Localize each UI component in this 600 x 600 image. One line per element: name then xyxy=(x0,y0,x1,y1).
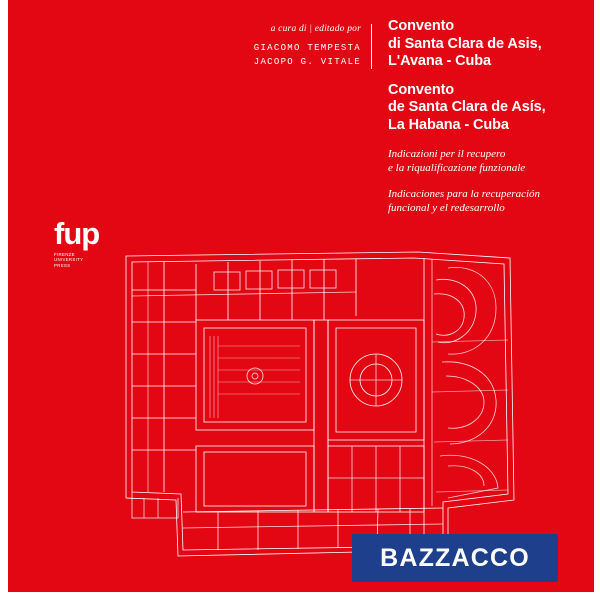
publisher-badge xyxy=(352,534,558,582)
fup-logo-subtitle-line: PRESS xyxy=(54,262,71,268)
curated-by-label: a cura di | editado por xyxy=(270,24,361,34)
fup-logo xyxy=(54,218,118,288)
title-block xyxy=(388,18,588,215)
title-italian-line: di Santa Clara de Asis, xyxy=(388,35,542,52)
title-spanish xyxy=(388,82,588,135)
subtitle-italian-line: Indicazioni per il recupero xyxy=(388,148,506,160)
fup-logo-subtitle-line: FIRENZE xyxy=(54,252,75,257)
subtitle-italian-line: e la riqualificazione funzionale xyxy=(388,161,526,174)
fup-logo-subtitle-line: UNIVERSITY xyxy=(54,257,84,263)
editors-block xyxy=(246,24,372,69)
fup-logo-subtitle xyxy=(54,252,118,268)
title-spanish-line: de Santa Clara de Asís, xyxy=(388,99,546,115)
fup-logo-mark: fup xyxy=(54,216,100,251)
publisher-name: BAZZACCO xyxy=(380,543,530,572)
subtitle-spanish-line: funcional y el redesarrollo xyxy=(388,201,505,214)
title-spanish-line: Convento xyxy=(388,81,455,98)
right-margin-strip xyxy=(594,0,600,600)
editor-name: GIACOMO TEMPESTA xyxy=(253,43,361,53)
subtitle-spanish xyxy=(388,188,588,215)
title-spanish-line: La Habana - Cuba xyxy=(388,116,509,133)
title-italian-line: Convento xyxy=(388,18,455,34)
subtitle-italian xyxy=(388,148,588,175)
architectural-floor-plan-illustration xyxy=(118,250,538,580)
title-italian-line: L'Avana - Cuba xyxy=(388,53,492,69)
subtitle-spanish-line: Indicaciones para la recuperación xyxy=(388,188,541,200)
bottom-margin-strip xyxy=(0,592,600,600)
title-italian xyxy=(388,18,588,71)
editor-name: JACOPO G. VITALE xyxy=(253,57,361,67)
left-margin-strip xyxy=(0,0,8,600)
